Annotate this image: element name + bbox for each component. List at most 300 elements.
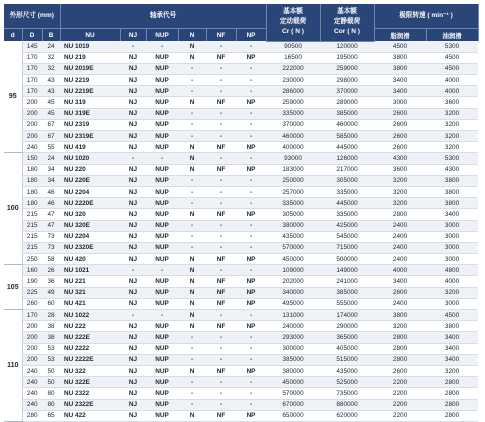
- table-row: [4, 321, 478, 332]
- width-cell: 38: [42, 321, 60, 332]
- nup-code-cell: NUP: [146, 209, 178, 220]
- np-code-cell: NP: [236, 209, 266, 220]
- static-load-cell: 735000: [320, 388, 374, 399]
- table-row: [4, 276, 478, 287]
- static-load-cell: 515000: [320, 354, 374, 365]
- static-load-cell: 385000: [320, 287, 374, 298]
- static-load-cell: 174000: [320, 310, 374, 321]
- nup-code-cell: NUP: [146, 343, 178, 354]
- nup-code-cell: NUP: [146, 175, 178, 186]
- table-row: [4, 231, 478, 242]
- n-code-cell: N: [178, 41, 206, 52]
- nj-code-cell: NJ: [120, 164, 146, 175]
- nup-code-cell: NUP: [146, 52, 178, 63]
- static-load-cell: 126000: [320, 153, 374, 164]
- table-row: [4, 41, 478, 52]
- n-code-cell: -: [178, 377, 206, 388]
- width-cell: 73: [42, 242, 60, 253]
- n-code-cell: N: [178, 310, 206, 321]
- dynamic-load-cell: 380000: [266, 220, 320, 231]
- nu-code-cell: NU 222: [60, 321, 120, 332]
- nj-code-cell: -: [120, 310, 146, 321]
- nu-code-cell: NU 422: [60, 410, 120, 421]
- dynamic-load-cell: 670000: [266, 399, 320, 410]
- nj-code-cell: NJ: [120, 287, 146, 298]
- np-code-cell: -: [236, 220, 266, 231]
- nj-code-cell: NJ: [120, 321, 146, 332]
- bore-diameter-cell: 105: [4, 265, 22, 310]
- outer-diameter-cell: 215: [22, 242, 42, 253]
- col-NP: NP: [236, 29, 266, 42]
- outer-diameter-cell: 180: [22, 175, 42, 186]
- dynamic-load-cell: 435000: [266, 231, 320, 242]
- oil-speed-cell: 3800: [426, 321, 478, 332]
- nup-code-cell: NUP: [146, 131, 178, 142]
- oil-speed-cell: 4500: [426, 310, 478, 321]
- nj-code-cell: NJ: [120, 108, 146, 119]
- nu-code-cell: NU 2320E: [60, 242, 120, 253]
- grease-speed-cell: 3800: [374, 310, 426, 321]
- dynamic-load-cell: 222000: [266, 63, 320, 74]
- n-code-cell: N: [178, 164, 206, 175]
- outer-diameter-cell: 200: [22, 354, 42, 365]
- outer-diameter-cell: 170: [22, 75, 42, 86]
- oil-speed-cell: 4500: [426, 52, 478, 63]
- table-row: [4, 75, 478, 86]
- outer-diameter-cell: 200: [22, 97, 42, 108]
- static-load-cell: 217000: [320, 164, 374, 175]
- oil-speed-cell: 3200: [426, 108, 478, 119]
- col-NU: NU: [60, 29, 120, 42]
- oil-speed-cell: 3400: [426, 209, 478, 220]
- width-cell: 50: [42, 377, 60, 388]
- dynamic-load-cell: 259000: [266, 97, 320, 108]
- nj-code-cell: -: [120, 153, 146, 164]
- oil-speed-cell: 3400: [426, 343, 478, 354]
- static-load-cell: 425000: [320, 220, 374, 231]
- dynamic-load-cell: 183000: [266, 164, 320, 175]
- n-code-cell: N: [178, 153, 206, 164]
- np-code-cell: -: [236, 175, 266, 186]
- dynamic-load-cell: 385000: [266, 354, 320, 365]
- width-cell: 34: [42, 175, 60, 186]
- nf-code-cell: -: [206, 131, 236, 142]
- dynamic-load-cell: 650000: [266, 410, 320, 421]
- static-load-cell: 585000: [320, 131, 374, 142]
- static-load-header: [320, 4, 374, 41]
- outer-diameter-cell: 200: [22, 343, 42, 354]
- table-row: [4, 119, 478, 130]
- table-row: [4, 242, 478, 253]
- oil-speed-cell: 2800: [426, 399, 478, 410]
- col-B: B: [42, 29, 60, 42]
- outer-diameter-cell: 170: [22, 310, 42, 321]
- n-code-cell: -: [178, 343, 206, 354]
- dynamic-load-cell: 460000: [266, 131, 320, 142]
- nu-code-cell: NU 320E: [60, 220, 120, 231]
- static-load-cell: 500000: [320, 254, 374, 265]
- bearing-spec-table-container: [4, 4, 478, 422]
- nup-code-cell: NUP: [146, 119, 178, 130]
- static-load-cell: 298000: [320, 75, 374, 86]
- dynamic-load-cell: 450000: [266, 377, 320, 388]
- nu-code-cell: NU 222E: [60, 332, 120, 343]
- n-code-cell: N: [178, 97, 206, 108]
- nj-code-cell: NJ: [120, 242, 146, 253]
- col-D: D: [22, 29, 42, 42]
- np-code-cell: -: [236, 332, 266, 343]
- nu-code-cell: NU 221: [60, 276, 120, 287]
- np-code-cell: NP: [236, 321, 266, 332]
- outer-diameter-cell: 215: [22, 231, 42, 242]
- static-load-cell: 555000: [320, 298, 374, 309]
- nf-code-cell: -: [206, 388, 236, 399]
- width-cell: 47: [42, 209, 60, 220]
- np-code-cell: -: [236, 75, 266, 86]
- oil-speed-cell: 3800: [426, 186, 478, 197]
- nj-code-cell: -: [120, 41, 146, 52]
- nf-code-cell: NF: [206, 142, 236, 153]
- width-cell: 43: [42, 75, 60, 86]
- nf-code-cell: NF: [206, 164, 236, 175]
- nj-code-cell: NJ: [120, 186, 146, 197]
- nf-code-cell: -: [206, 399, 236, 410]
- nup-code-cell: NUP: [146, 287, 178, 298]
- outer-diameter-cell: 180: [22, 164, 42, 175]
- grease-speed-cell: 2400: [374, 254, 426, 265]
- nu-code-cell: NU 420: [60, 254, 120, 265]
- nup-code-cell: NUP: [146, 186, 178, 197]
- width-cell: 49: [42, 287, 60, 298]
- dynamic-load-cell: 293000: [266, 332, 320, 343]
- table-row: [4, 310, 478, 321]
- width-cell: 43: [42, 86, 60, 97]
- table-row: [4, 164, 478, 175]
- nf-code-cell: -: [206, 242, 236, 253]
- outer-diameter-cell: 260: [22, 298, 42, 309]
- nf-code-cell: -: [206, 377, 236, 388]
- nup-code-cell: NUP: [146, 276, 178, 287]
- nup-code-cell: NUP: [146, 164, 178, 175]
- nu-code-cell: NU 419: [60, 142, 120, 153]
- oil-speed-cell: 3800: [426, 175, 478, 186]
- nup-code-cell: NUP: [146, 242, 178, 253]
- oil-speed-cell: 3200: [426, 365, 478, 376]
- nu-code-cell: NU 1022: [60, 310, 120, 321]
- np-code-cell: NP: [236, 287, 266, 298]
- nup-code-cell: NUP: [146, 86, 178, 97]
- oil-speed-cell: 3200: [426, 131, 478, 142]
- col-N: N: [178, 29, 206, 42]
- oil-speed-cell: 2800: [426, 377, 478, 388]
- dynamic-load-header: [266, 4, 320, 41]
- nf-code-cell: -: [206, 198, 236, 209]
- width-cell: 80: [42, 388, 60, 399]
- dynamic-load-cell: 202000: [266, 276, 320, 287]
- np-code-cell: -: [236, 119, 266, 130]
- oil-speed-cell: 3600: [426, 97, 478, 108]
- n-code-cell: -: [178, 108, 206, 119]
- width-cell: 26: [42, 265, 60, 276]
- static-load-header-line3: Cor ( N ): [334, 28, 361, 36]
- static-load-cell: 195000: [320, 52, 374, 63]
- dynamic-load-cell: 495000: [266, 298, 320, 309]
- np-code-cell: NP: [236, 52, 266, 63]
- width-cell: 47: [42, 220, 60, 231]
- grease-speed-cell: 3600: [374, 164, 426, 175]
- table-row: [4, 365, 478, 376]
- dynamic-load-cell: 570000: [266, 242, 320, 253]
- dynamic-load-cell: 335000: [266, 198, 320, 209]
- outer-diameter-cell: 180: [22, 186, 42, 197]
- np-code-cell: -: [236, 399, 266, 410]
- n-code-cell: -: [178, 75, 206, 86]
- nu-code-cell: NU 1019: [60, 41, 120, 52]
- nu-code-cell: NU 421: [60, 298, 120, 309]
- np-code-cell: -: [236, 231, 266, 242]
- table-row: [4, 209, 478, 220]
- width-cell: 53: [42, 343, 60, 354]
- outer-diameter-cell: 240: [22, 365, 42, 376]
- nup-code-cell: NUP: [146, 142, 178, 153]
- nu-code-cell: NU 322: [60, 365, 120, 376]
- oil-speed-cell: 3000: [426, 254, 478, 265]
- dynamic-load-header-line2: 定动载荷: [279, 18, 307, 26]
- nf-code-cell: NF: [206, 321, 236, 332]
- nf-code-cell: -: [206, 153, 236, 164]
- oil-speed-cell: 5300: [426, 41, 478, 52]
- static-load-cell: 435000: [320, 365, 374, 376]
- nj-code-cell: NJ: [120, 343, 146, 354]
- nu-code-cell: NU 2322E: [60, 399, 120, 410]
- grease-speed-cell: 2400: [374, 231, 426, 242]
- nu-code-cell: NU 2219E: [60, 86, 120, 97]
- nu-code-cell: NU 2220E: [60, 198, 120, 209]
- nf-code-cell: -: [206, 75, 236, 86]
- oil-speed-cell: 3200: [426, 119, 478, 130]
- np-code-cell: -: [236, 153, 266, 164]
- dynamic-load-cell: 380000: [266, 365, 320, 376]
- n-code-cell: -: [178, 332, 206, 343]
- n-code-cell: N: [178, 265, 206, 276]
- outer-diameter-cell: 170: [22, 52, 42, 63]
- n-code-cell: -: [178, 119, 206, 130]
- col-NJ: NJ: [120, 29, 146, 42]
- grease-speed-cell: 2200: [374, 377, 426, 388]
- nup-code-cell: NUP: [146, 63, 178, 74]
- outer-diameter-cell: 200: [22, 108, 42, 119]
- static-load-cell: 365000: [320, 332, 374, 343]
- table-row: [4, 108, 478, 119]
- grease-speed-cell: 2600: [374, 365, 426, 376]
- nup-code-cell: -: [146, 265, 178, 276]
- n-code-cell: N: [178, 209, 206, 220]
- grease-speed-cell: 3200: [374, 186, 426, 197]
- static-load-header-line1: 基本额: [337, 8, 357, 16]
- oil-speed-cell: 4000: [426, 86, 478, 97]
- n-code-cell: N: [178, 298, 206, 309]
- n-code-cell: N: [178, 365, 206, 376]
- n-code-cell: -: [178, 242, 206, 253]
- table-row: [4, 153, 478, 164]
- grease-speed-cell: 3000: [374, 97, 426, 108]
- nf-code-cell: -: [206, 332, 236, 343]
- table-body: [4, 41, 478, 421]
- oil-speed-cell: 5300: [426, 153, 478, 164]
- col-d: d: [4, 29, 22, 42]
- oil-speed-cell: 4500: [426, 63, 478, 74]
- static-load-cell: 460000: [320, 119, 374, 130]
- oil-speed-cell: 4800: [426, 265, 478, 276]
- outer-diameter-cell: 240: [22, 388, 42, 399]
- n-code-cell: N: [178, 321, 206, 332]
- outer-diameter-cell: 280: [22, 410, 42, 421]
- table-row: [4, 52, 478, 63]
- nu-code-cell: NU 321: [60, 287, 120, 298]
- np-code-cell: NP: [236, 254, 266, 265]
- outer-diameter-cell: 190: [22, 276, 42, 287]
- speed-limit-header: 极限转速 ( min⁻¹ ): [374, 4, 478, 29]
- static-load-cell: 525000: [320, 377, 374, 388]
- nf-code-cell: -: [206, 108, 236, 119]
- nu-code-cell: NU 2219: [60, 75, 120, 86]
- width-cell: 65: [42, 410, 60, 421]
- dynamic-load-cell: 300000: [266, 343, 320, 354]
- outer-diameter-cell: 200: [22, 119, 42, 130]
- n-code-cell: N: [178, 52, 206, 63]
- nu-code-cell: NU 2204: [60, 186, 120, 197]
- grease-speed-cell: 2800: [374, 332, 426, 343]
- oil-speed-cell: 3000: [426, 242, 478, 253]
- nf-code-cell: -: [206, 186, 236, 197]
- outer-diameter-cell: 170: [22, 86, 42, 97]
- outer-diameter-cell: 215: [22, 209, 42, 220]
- grease-speed-cell: 3800: [374, 52, 426, 63]
- outer-diameter-cell: 200: [22, 332, 42, 343]
- static-load-cell: 370000: [320, 86, 374, 97]
- grease-speed-cell: 2400: [374, 242, 426, 253]
- oil-speed-cell: 3400: [426, 354, 478, 365]
- static-load-cell: 241000: [320, 276, 374, 287]
- np-code-cell: -: [236, 198, 266, 209]
- nj-code-cell: NJ: [120, 377, 146, 388]
- n-code-cell: -: [178, 131, 206, 142]
- nj-code-cell: NJ: [120, 198, 146, 209]
- np-code-cell: -: [236, 354, 266, 365]
- nup-code-cell: NUP: [146, 354, 178, 365]
- n-code-cell: N: [178, 287, 206, 298]
- nf-code-cell: NF: [206, 276, 236, 287]
- oil-speed-cell: 3400: [426, 332, 478, 343]
- n-code-cell: N: [178, 410, 206, 421]
- dynamic-load-header-line3: Cr ( N ): [282, 28, 304, 36]
- width-cell: 67: [42, 119, 60, 130]
- bore-diameter-cell: 95: [4, 41, 22, 153]
- dynamic-load-cell: 230000: [266, 75, 320, 86]
- width-cell: 38: [42, 332, 60, 343]
- nup-code-cell: NUP: [146, 75, 178, 86]
- table-row: [4, 399, 478, 410]
- bearing-spec-table: [4, 4, 479, 422]
- static-load-cell: 880000: [320, 399, 374, 410]
- table-row: [4, 298, 478, 309]
- dynamic-load-cell: 305000: [266, 209, 320, 220]
- nu-code-cell: NU 320: [60, 209, 120, 220]
- oil-speed-cell: 4000: [426, 276, 478, 287]
- nup-code-cell: NUP: [146, 298, 178, 309]
- dynamic-load-cell: 250000: [266, 175, 320, 186]
- nup-code-cell: NUP: [146, 410, 178, 421]
- table-row: [4, 131, 478, 142]
- np-code-cell: -: [236, 131, 266, 142]
- oil-speed-cell: 3000: [426, 220, 478, 231]
- nj-code-cell: NJ: [120, 52, 146, 63]
- grease-speed-cell: 2600: [374, 119, 426, 130]
- width-cell: 32: [42, 63, 60, 74]
- n-code-cell: -: [178, 220, 206, 231]
- np-code-cell: NP: [236, 97, 266, 108]
- width-cell: 46: [42, 198, 60, 209]
- nu-code-cell: NU 319E: [60, 108, 120, 119]
- nj-code-cell: NJ: [120, 175, 146, 186]
- np-code-cell: -: [236, 63, 266, 74]
- dynamic-load-cell: 257000: [266, 186, 320, 197]
- static-load-cell: 385000: [320, 108, 374, 119]
- col-NF: NF: [206, 29, 236, 42]
- nj-code-cell: NJ: [120, 97, 146, 108]
- oil-speed-cell: 3000: [426, 298, 478, 309]
- static-load-cell: 620000: [320, 410, 374, 421]
- nu-code-cell: NU 2222: [60, 343, 120, 354]
- nu-code-cell: NU 2222E: [60, 354, 120, 365]
- nup-code-cell: NUP: [146, 198, 178, 209]
- np-code-cell: -: [236, 388, 266, 399]
- nu-code-cell: NU 220: [60, 164, 120, 175]
- nup-code-cell: NUP: [146, 388, 178, 399]
- np-code-cell: NP: [236, 276, 266, 287]
- np-code-cell: NP: [236, 298, 266, 309]
- table-row: [4, 142, 478, 153]
- nu-code-cell: NU 1020: [60, 153, 120, 164]
- nf-code-cell: NF: [206, 209, 236, 220]
- outer-diameter-cell: 215: [22, 220, 42, 231]
- nup-code-cell: NUP: [146, 365, 178, 376]
- nup-code-cell: -: [146, 310, 178, 321]
- nup-code-cell: -: [146, 41, 178, 52]
- bore-diameter-cell: 100: [4, 153, 22, 265]
- static-load-cell: 445000: [320, 142, 374, 153]
- outer-diameter-cell: 150: [22, 153, 42, 164]
- nu-code-cell: NU 2319: [60, 119, 120, 130]
- nup-code-cell: -: [146, 153, 178, 164]
- table-header: [4, 4, 478, 41]
- bearing-code-header: 轴承代号: [60, 4, 266, 29]
- dynamic-load-cell: 109000: [266, 265, 320, 276]
- table-row: [4, 332, 478, 343]
- table-row: [4, 198, 478, 209]
- nj-code-cell: NJ: [120, 209, 146, 220]
- width-cell: 24: [42, 153, 60, 164]
- nf-code-cell: NF: [206, 254, 236, 265]
- col-oil: 油润滑: [426, 29, 478, 42]
- grease-speed-cell: 4500: [374, 41, 426, 52]
- nj-code-cell: NJ: [120, 399, 146, 410]
- nu-code-cell: NU 1021: [60, 265, 120, 276]
- outer-diameter-cell: 225: [22, 287, 42, 298]
- nu-code-cell: NU 220E: [60, 175, 120, 186]
- np-code-cell: -: [236, 86, 266, 97]
- table-row: [4, 254, 478, 265]
